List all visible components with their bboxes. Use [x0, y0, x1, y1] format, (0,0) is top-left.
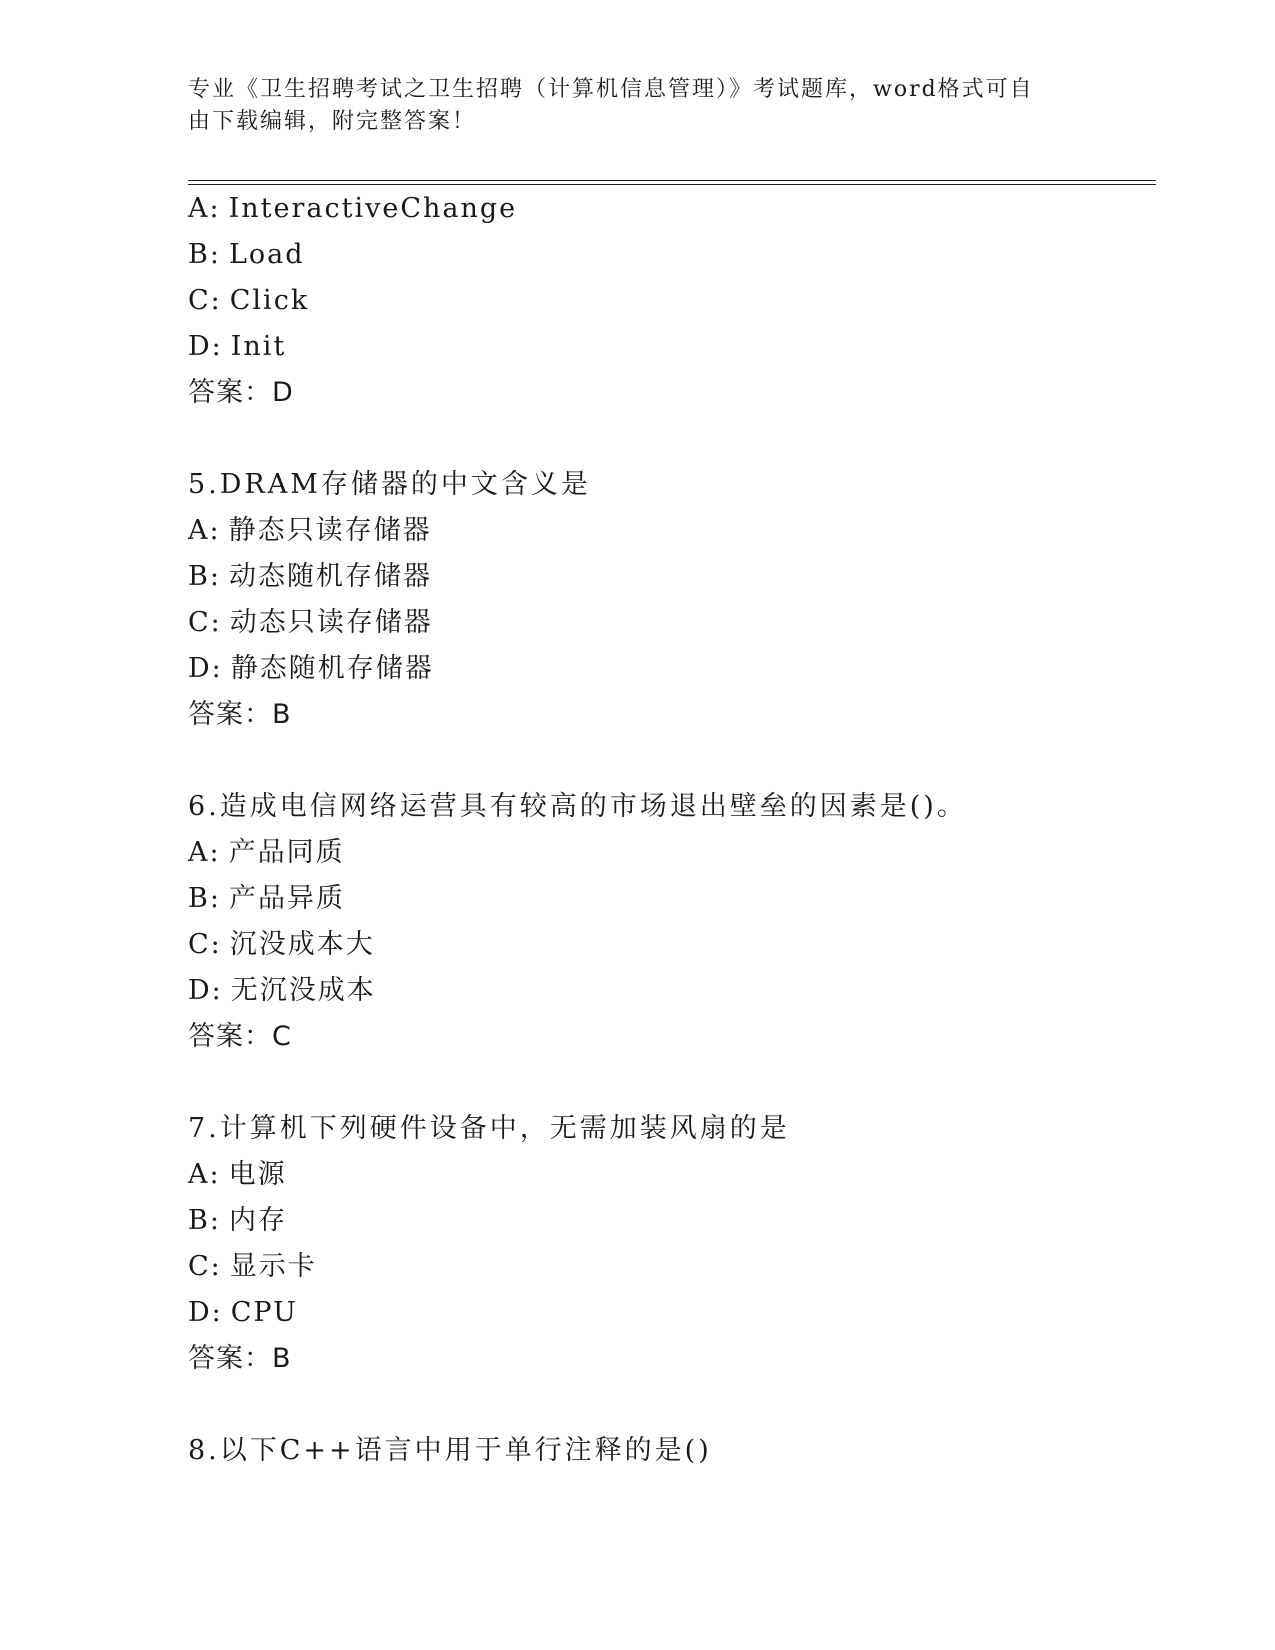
option-letter: C:: [188, 607, 222, 638]
header-line-2: 由下载编辑，附完整答案！: [188, 109, 477, 134]
option-text: InteractiveChange: [228, 193, 518, 224]
q5-option-c: [188, 605, 433, 641]
q7-option-c: [188, 1249, 317, 1285]
q5-option-d: [188, 651, 434, 687]
option-text: 内存: [228, 1205, 287, 1236]
q4-answer: 答案：D: [188, 377, 294, 408]
option-text: 电源: [228, 1159, 287, 1190]
q4-option-d: [188, 329, 286, 365]
option-text: Load: [228, 239, 305, 270]
q7-option-a: [188, 1157, 287, 1193]
option-text: 产品异质: [228, 883, 345, 914]
option-letter: B:: [188, 1205, 221, 1236]
option-text: 静态只读存储器: [228, 515, 432, 546]
q5-question: 5.DRAM存储器的中文含义是: [188, 469, 591, 500]
q5-answer: 答案：B: [188, 699, 292, 730]
q4-option-b: [188, 237, 305, 273]
q6-answer: 答案：C: [188, 1021, 292, 1052]
header-divider-bottom: [188, 184, 1156, 185]
option-letter: D:: [188, 653, 223, 684]
option-text: Init: [230, 331, 287, 362]
q6-question: 6.造成电信网络运营具有较高的市场退出壁垒的因素是()。: [188, 791, 967, 822]
q5-option-b: [188, 559, 432, 595]
q4-option-c: [188, 283, 309, 319]
option-text: 沉没成本大: [229, 929, 375, 960]
option-text: Click: [229, 285, 310, 316]
option-letter: C:: [188, 929, 222, 960]
q6-option-a: [188, 835, 345, 871]
option-letter: A:: [188, 837, 221, 868]
option-text: 动态只读存储器: [229, 607, 433, 638]
q8-question: 8.以下C++语言中用于单行注释的是(): [188, 1435, 712, 1466]
header-divider-top: [188, 180, 1156, 181]
option-letter: B:: [188, 239, 221, 270]
option-letter: A:: [188, 193, 221, 224]
q7-option-d: [188, 1295, 298, 1331]
option-text: 产品同质: [228, 837, 345, 868]
option-letter: C:: [188, 1251, 222, 1282]
q5-option-a: [188, 513, 432, 549]
option-letter: A:: [188, 515, 221, 546]
option-letter: A:: [188, 1159, 221, 1190]
option-letter: C:: [188, 285, 222, 316]
option-letter: B:: [188, 561, 221, 592]
option-letter: D:: [188, 1297, 223, 1328]
option-text: 显示卡: [229, 1251, 317, 1282]
q4-option-a: [188, 191, 517, 227]
option-text: CPU: [230, 1297, 298, 1328]
q7-answer: 答案：B: [188, 1343, 292, 1374]
option-text: 静态随机存储器: [230, 653, 434, 684]
q6-option-c: [188, 927, 375, 963]
document-header: [188, 74, 1088, 138]
option-letter: D:: [188, 975, 223, 1006]
option-letter: B:: [188, 883, 221, 914]
q6-option-b: [188, 881, 345, 917]
q6-option-d: [188, 973, 376, 1009]
option-letter: D:: [188, 331, 223, 362]
q7-question: 7.计算机下列硬件设备中，无需加装风扇的是: [188, 1113, 790, 1144]
option-text: 动态随机存储器: [228, 561, 432, 592]
header-line-1: 专业《卫生招聘考试之卫生招聘（计算机信息管理）》考试题库，word格式可自: [188, 77, 1034, 102]
q7-option-b: [188, 1203, 287, 1239]
option-text: 无沉没成本: [230, 975, 376, 1006]
